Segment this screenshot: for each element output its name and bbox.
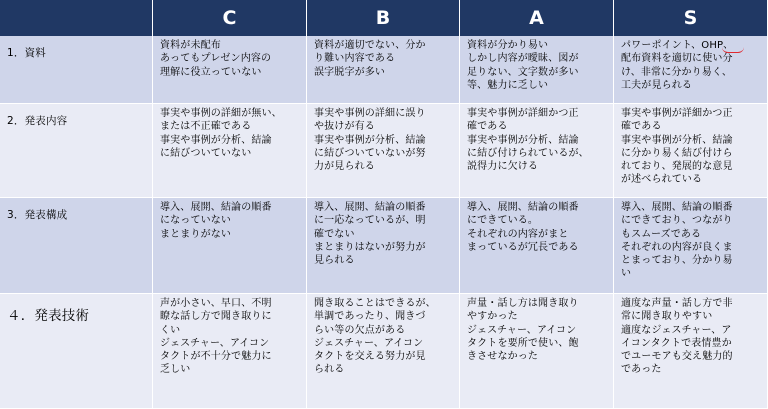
table-row-content: [0, 104, 768, 198]
cell-structure-c: 導入、展開、結論の順番 になっていない まとまりがない: [153, 198, 307, 294]
header-corner-cell: [0, 0, 153, 36]
row-label-content: 2．発表内容: [0, 104, 153, 198]
cell-content-c: 事実や事例の詳細が無い、 または不正確である 事実や事例が分析、結論 に結びついていない: [153, 104, 307, 198]
cell-materials-a: 資料が分かり易い しかし内容が曖昧、図が 足りない、文字数が多い 等、魅力に乏しい: [460, 36, 614, 104]
header-grade-a: A: [460, 0, 614, 36]
cell-materials-s: パワーポイント、OHP、 配布資料を適切に使い分 け、非常に分かり易く、 工夫が見られる: [614, 36, 768, 104]
cell-content-b: 事実や事例の詳細に誤り や抜けが有る 事実や事例が分析、結論 に結びついていないが努 力が見られる: [307, 104, 460, 198]
table-row-structure: [0, 198, 768, 294]
cell-technique-c: 声が小さい、早口、不明 瞭な話し方で聞き取りに くい ジェスチャー、アイコン タクトが不十分で魅力に 乏しい: [153, 294, 307, 409]
cell-materials-c: 資料が未配布 あってもプレゼン内容の 理解に役立っていない: [153, 36, 307, 104]
header-grade-c: C: [153, 0, 307, 36]
cell-materials-b: 資料が適切でない、分か り難い内容である 誤字脱字が多い: [307, 36, 460, 104]
row-label-structure: 3．発表構成: [0, 198, 153, 294]
cell-structure-a: 導入、展開、結論の順番 にできている。 それぞれの内容がまと まっているが冗長である: [460, 198, 614, 294]
table-header-row: [0, 0, 768, 36]
row-label-materials: 1．資料: [0, 36, 153, 104]
cell-technique-b: 聞き取ることはできるが、 単調であったり、聞きづ らい等の欠点がある ジェスチャー、アイコン タクトを交える努力が見 られる: [307, 294, 460, 409]
cell-structure-b: 導入、展開、結論の順番 に一応なっているが、明 確でない まとまりはないが努力が 見られる: [307, 198, 460, 294]
header-grade-b: B: [307, 0, 460, 36]
red-underline-mark: [722, 47, 744, 53]
table-row-technique: [0, 294, 768, 409]
cell-structure-s: 導入、展開、結論の順番 にできており、つながり もスムーズである それぞれの内容が良くま とまっており、分かり易 い: [614, 198, 768, 294]
row-label-technique: ４．発表技術: [0, 294, 153, 409]
cell-content-a: 事実や事例が詳細かつ正 確である 事実や事例が分析、結論 に結び付けられているが、 説得力に欠ける: [460, 104, 614, 198]
header-grade-s: S: [614, 0, 768, 36]
table-row-materials: [0, 36, 768, 104]
cell-technique-s: 適度な声量・話し方で非 常に聞き取りやすい 適度なジェスチャー、ア イコンタクトで表情豊か でユーモアも交え魅力的 であった: [614, 294, 768, 409]
cell-content-s: 事実や事例が詳細かつ正 確である 事実や事例が分析、結論 に分かり易く結び付けら れており、発展的な意見 が述べられている: [614, 104, 768, 198]
cell-technique-a: 声量・話し方は聞き取り やすかった ジェスチャー、アイコン タクトを要所で使い、飽 きさせなかった: [460, 294, 614, 409]
